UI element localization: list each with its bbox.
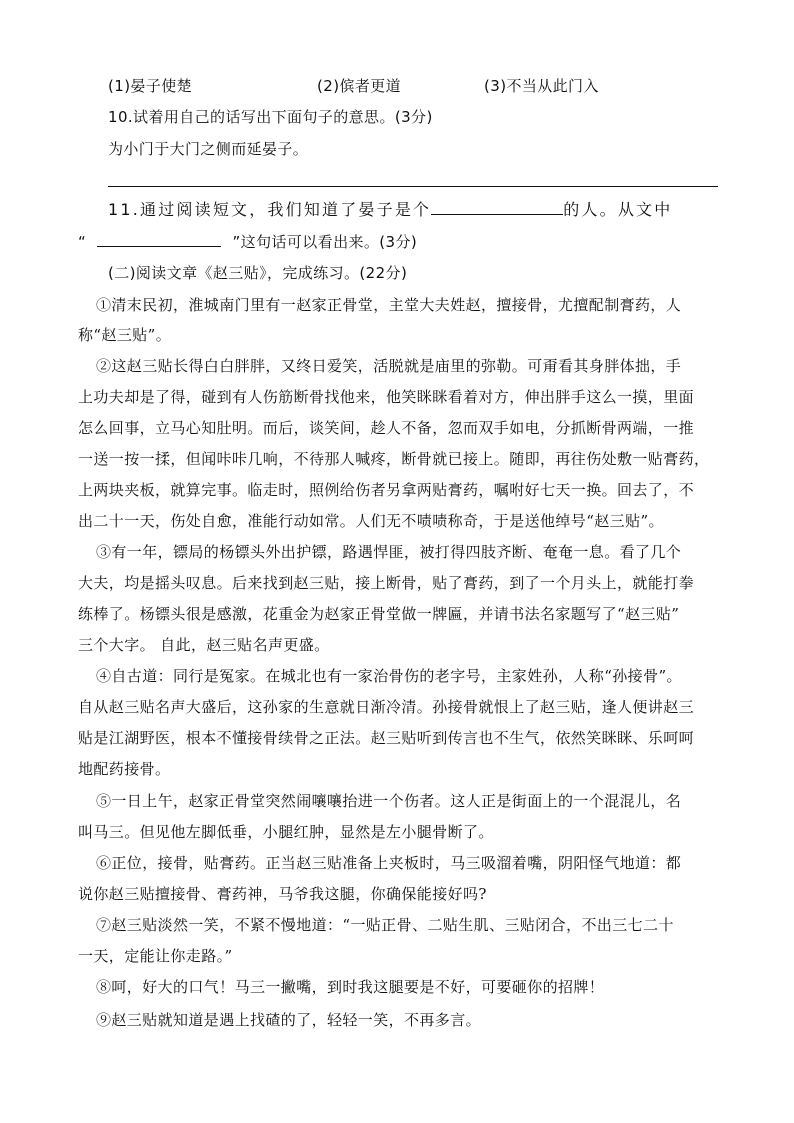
passage-line: 大夫，均是摇头叹息。后来找到赵三贴，接上断骨，贴了膏药，到了一个月头上，就能打拳 — [78, 574, 695, 592]
q9-option-3: (3)不当从此门入 — [484, 77, 599, 95]
passage-line: 自从赵三贴名声大盛后，这孙家的生意就日渐冷清。孙接骨就恨上了赵三贴，逢人便讲赵三 — [78, 698, 695, 716]
passage-line: 叫马三。但见他左脚低垂，小腿红肿，显然是左小腿骨断了。 — [78, 823, 494, 841]
passage-line: ⑥正位，接骨，贴膏药。正当赵三贴准备上夹板时，马三吸溜着嘴，阴阳怪气地道：都 — [96, 854, 682, 872]
q11-text-part2: 的人。从文中 — [563, 200, 673, 219]
passage-line: 一天，定能让你走路。” — [78, 947, 233, 965]
q11-line-1 — [108, 200, 672, 220]
passage-line: ⑧呵，好大的口气！马三一撇嘴，到时我这腿要是不好，可要砸你的招牌！ — [96, 978, 605, 996]
passage-line: 出二十一天，伤处自愈，准能行动如常。人们无不啧啧称奇，于是送他绰号“赵三贴”。 — [78, 512, 664, 530]
passage-line: 上功夫却是了得，碰到有人伤筋断骨找他来，他笑眯眯看着对方，伸出胖手这么一摸，里面 — [78, 388, 695, 406]
passage-line: 说你赵三贴擅接骨、膏药神，马爷我这腿，你确保能接好吗? — [78, 885, 487, 903]
q11-open-quote: “ — [78, 233, 87, 251]
q11-text-part3: ”这句话可以看出来。(3分) — [232, 233, 418, 251]
q11-answer-blank-2 — [97, 232, 221, 247]
passage-line: 一送一按一揉，但闻咔咔几响，不待那人喊疼，断骨就已接上。随即，再往伤处敷一贴膏药， — [78, 450, 710, 468]
passage-line: ⑨赵三贴就知道是遇上找碴的了，轻轻一笑，不再多言。 — [96, 1011, 482, 1029]
q11-line-2 — [78, 232, 417, 252]
passage-line: ①清末民初，淮城南门里有一赵家正骨堂，主堂大夫姓赵，擅接骨，尤擅配制膏药，人 — [96, 296, 682, 314]
q10-sentence: 为小门于大门之侧而延晏子。 — [108, 140, 309, 158]
q11-answer-blank-1 — [431, 200, 563, 215]
q11-text-part1: 11.通过阅读短文，我们知道了晏子是个 — [108, 200, 432, 219]
passage-line: 地配药接骨。 — [78, 760, 171, 778]
passage-line: 怎么回事，立马心知肚明。而后，谈笑间，趁人不备，忽而双手如电，分抓断骨两端，一推 — [78, 419, 695, 437]
passage-line: ⑦赵三贴淡然一笑，不紧不慢地道：“一贴正骨、二贴生肌、三贴闭合，不出三七二十 — [96, 916, 674, 934]
passage-line: 贴是江湖野医，根本不懂接骨续骨之正法。赵三贴听到传言也不生气，依然笑眯眯、乐呵呵 — [78, 729, 695, 747]
passage-line: ⑤一日上午，赵家正骨堂突然闹嚷嚷抬进一个伤者。这人正是街面上的一个混混儿，名 — [96, 792, 682, 810]
passage-line: 三个大字。 自此，赵三贴名声更盛。 — [78, 636, 330, 654]
q10-prompt: 10.试着用自己的话写出下面句子的意思。(3分) — [108, 108, 433, 126]
q9-option-2: (2)傧者更道 — [317, 77, 402, 95]
passage-line: 练棒了。杨镖头很是感激，花重金为赵家正骨堂做一牌匾，并请书法名家题写了“赵三贴” — [78, 605, 680, 623]
passage-line: ②这赵三贴长得白白胖胖，又终日爱笑，活脱就是庙里的弥勒。可甭看其身胖体拙，手 — [96, 357, 682, 375]
passage-line: 上两块夹板，就算完事。临走时，照例给伤者另拿两贴膏药，嘱咐好七天一换。回去了，不 — [78, 481, 695, 499]
passage-line: 称“赵三贴”。 — [78, 326, 172, 344]
passage-line: ③有一年，镖局的杨镖头外出护镖，路遇悍匪，被打得四肢齐断、奄奄一息。看了几个 — [96, 543, 682, 561]
q10-answer-line — [108, 186, 718, 187]
section-2-heading: (二)阅读文章《赵三贴》，完成练习。(22分) — [108, 264, 408, 282]
q9-option-1: (1)晏子使楚 — [108, 77, 193, 95]
passage-line: ④自古道：同行是冤家。在城北也有一家治骨伤的老字号，主家姓孙，人称“孙接骨”。 — [96, 667, 682, 685]
